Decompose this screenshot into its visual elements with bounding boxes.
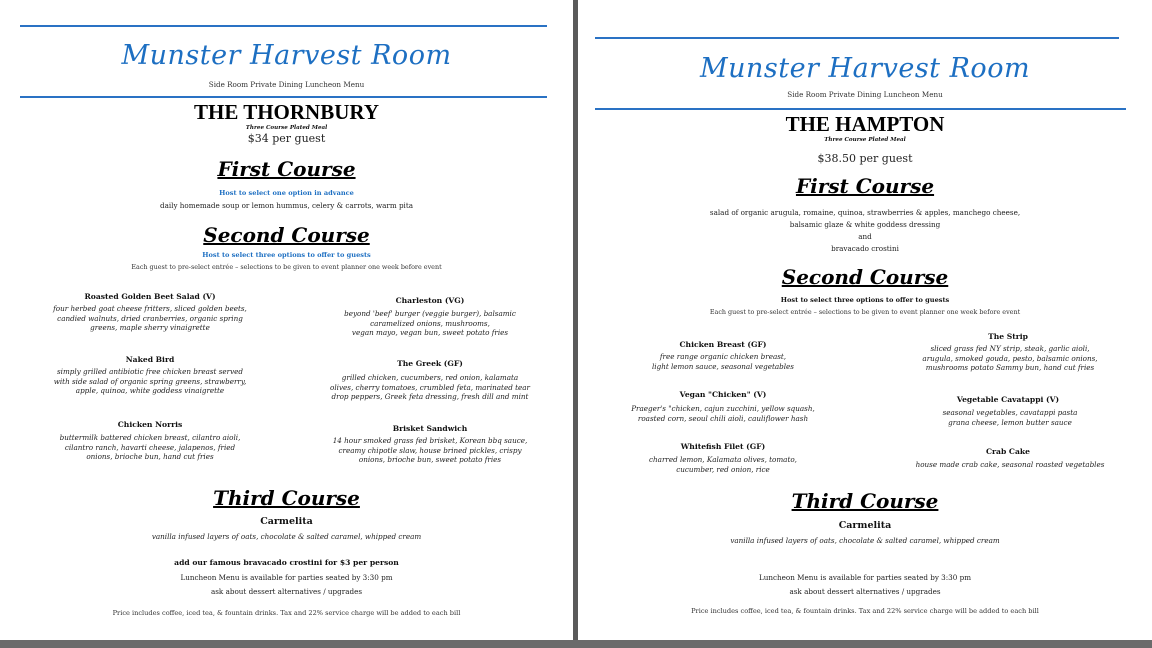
price: $38.50 per guest — [817, 152, 913, 165]
first-course-line: salad of organic arugula, romaine, quinoa, strawberries & apples, manchego cheese, — [709, 208, 1021, 217]
entree-description: house made crab cake, seasonal roasted vegetables — [915, 460, 1105, 469]
menu-page-thornbury — [0, 0, 573, 640]
entree-description: 14 hour smoked grass fed brisket, Korean bbq sauce, creamy chipotle slaw, house brined pickles, crispy onions, brioche bun, sweet potato fries — [332, 436, 528, 465]
menu-page-hampton — [578, 0, 1152, 640]
menu-name: THE THORNBURY — [194, 100, 379, 124]
entree-title: Whitefish Filet (GF) — [680, 442, 766, 451]
menu-name: THE HAMPTON — [785, 112, 945, 136]
first-course-line: bravacado crostini — [831, 244, 899, 253]
entree-title: Chicken Norris — [117, 420, 183, 429]
entree-description: grilled chicken, cucumbers, red onion, kalamata olives, cherry tomatoes, crumbled feta, marinated tear drop peppers, Greek feta dressing, fresh dill and mint — [330, 373, 530, 402]
availability-note: Luncheon Menu is available for parties seated by 3:30 pm — [180, 573, 393, 582]
top-rule — [595, 37, 1119, 39]
second-course-host-note: Host to select three options to offer to guests — [202, 251, 371, 259]
entree-title: Naked Bird — [125, 355, 175, 364]
second-course-heading: Second Course — [781, 265, 949, 289]
fine-print: Price includes coffee, iced tea, & fountain drinks. Tax and 22% service charge will be added to each bill — [112, 609, 461, 617]
entree-title: Vegetable Cavatappi (V) — [956, 395, 1060, 404]
first-course-line: balsamic glaze & white goddess dressing — [789, 220, 941, 229]
first-course-description: daily homemade soup or lemon hummus, celery & carrots, warm pita — [159, 201, 414, 210]
first-course-heading: First Course — [795, 174, 935, 198]
entree-title: The Greek (GF) — [397, 359, 463, 368]
dessert-description: vanilla infused layers of oats, chocolate & salted caramel, whipped cream — [730, 536, 1000, 545]
dessert-upgrade-note: ask about dessert alternatives / upgrades — [789, 587, 941, 596]
dessert-title: Carmelita — [260, 516, 313, 527]
entree-title: Vegan "Chicken" (V) — [679, 390, 767, 399]
entree-description: simply grilled antibiotic free chicken breast served with side salad of organic spring greens, strawberry, apple, quinoa, white goddess vinaigrette — [53, 367, 247, 396]
second-course-instruction: Each guest to pre-select entrée – selections to be given to event planner one week before event — [131, 263, 442, 271]
availability-note: Luncheon Menu is available for parties seated by 3:30 pm — [758, 573, 972, 582]
bottom-bar — [0, 640, 1152, 648]
price: $34 per guest — [247, 132, 326, 145]
entree-description: Praeger's "chicken, cajun zucchini, yellow squash, roasted corn, seoul chili aioli, cauliflower hash — [631, 404, 815, 423]
third-course-heading: Third Course — [791, 489, 939, 513]
restaurant-title: Munster Harvest Room — [121, 40, 452, 71]
entree-title: Chicken Breast (GF) — [679, 340, 767, 349]
entree-description: buttermilk battered chicken breast, cilantro aioli, cilantro ranch, havarti cheese, jalapenos, fried onions, brioche bun, hand cut fries — [59, 433, 241, 462]
entree-title: Roasted Golden Beet Salad (V) — [84, 292, 216, 301]
top-rule — [20, 25, 547, 27]
menu-subtitle: Side Room Private Dining Luncheon Menu — [787, 90, 943, 99]
entree-description: four herbed goat cheese fritters, sliced golden beets, candied walnuts, dried cranberries, organic spring greens, maple sherry vinaigrette — [53, 304, 247, 333]
second-course-heading: Second Course — [203, 223, 370, 247]
first-course-heading: First Course — [217, 157, 356, 181]
entree-description: charred lemon, Kalamata olives, tomato, cucumber, red onion, rice — [649, 455, 797, 474]
second-course-instruction: Each guest to pre-select entrée – selections to be given to event planner one week before event — [709, 308, 1021, 316]
entree-description: beyond 'beef' burger (veggie burger), balsamic caramelized onions, mushrooms, vegan mayo, vegan bun, sweet potato fries — [344, 309, 516, 338]
entree-title: Charleston (VG) — [395, 296, 465, 305]
first-course-line: and — [858, 232, 872, 241]
fine-print: Price includes coffee, iced tea, & fountain drinks. Tax and 22% service charge will be added to each bill — [691, 607, 1039, 615]
meal-type: Three Course Plated Meal — [824, 137, 906, 143]
second-course-host-note: Host to select three options to offer to guests — [780, 296, 950, 304]
meal-type: Three Course Plated Meal — [245, 125, 328, 131]
first-course-host-note: Host to select one option in advance — [219, 189, 354, 197]
entree-description: free range organic chicken breast, light lemon sauce, seasonal vegetables — [652, 352, 794, 371]
entree-description: sliced grass fed NY strip, steak, garlic aioli, arugula, smoked gouda, pesto, balsamic onions, mushrooms potato Sammy bun, hand cut fries — [922, 344, 1098, 373]
addon-offer: add our famous bravacado crostini for $3 per person — [174, 558, 399, 567]
dessert-title: Carmelita — [838, 520, 892, 531]
entree-description: seasonal vegetables, cavatappi pasta grana cheese, lemon butter sauce — [942, 408, 1078, 427]
dessert-upgrade-note: ask about dessert alternatives / upgrades — [210, 587, 363, 596]
restaurant-title: Munster Harvest Room — [699, 53, 1031, 84]
dessert-description: vanilla infused layers of oats, chocolate & salted caramel, whipped cream — [151, 532, 422, 541]
entree-title: Brisket Sandwich — [392, 424, 468, 433]
entree-title: Crab Cake — [986, 447, 1030, 456]
header-rule — [595, 108, 1126, 110]
menu-subtitle: Side Room Private Dining Luncheon Menu — [208, 80, 365, 89]
entree-title: The Strip — [988, 332, 1028, 341]
third-course-heading: Third Course — [213, 486, 360, 510]
header-rule — [20, 96, 547, 98]
